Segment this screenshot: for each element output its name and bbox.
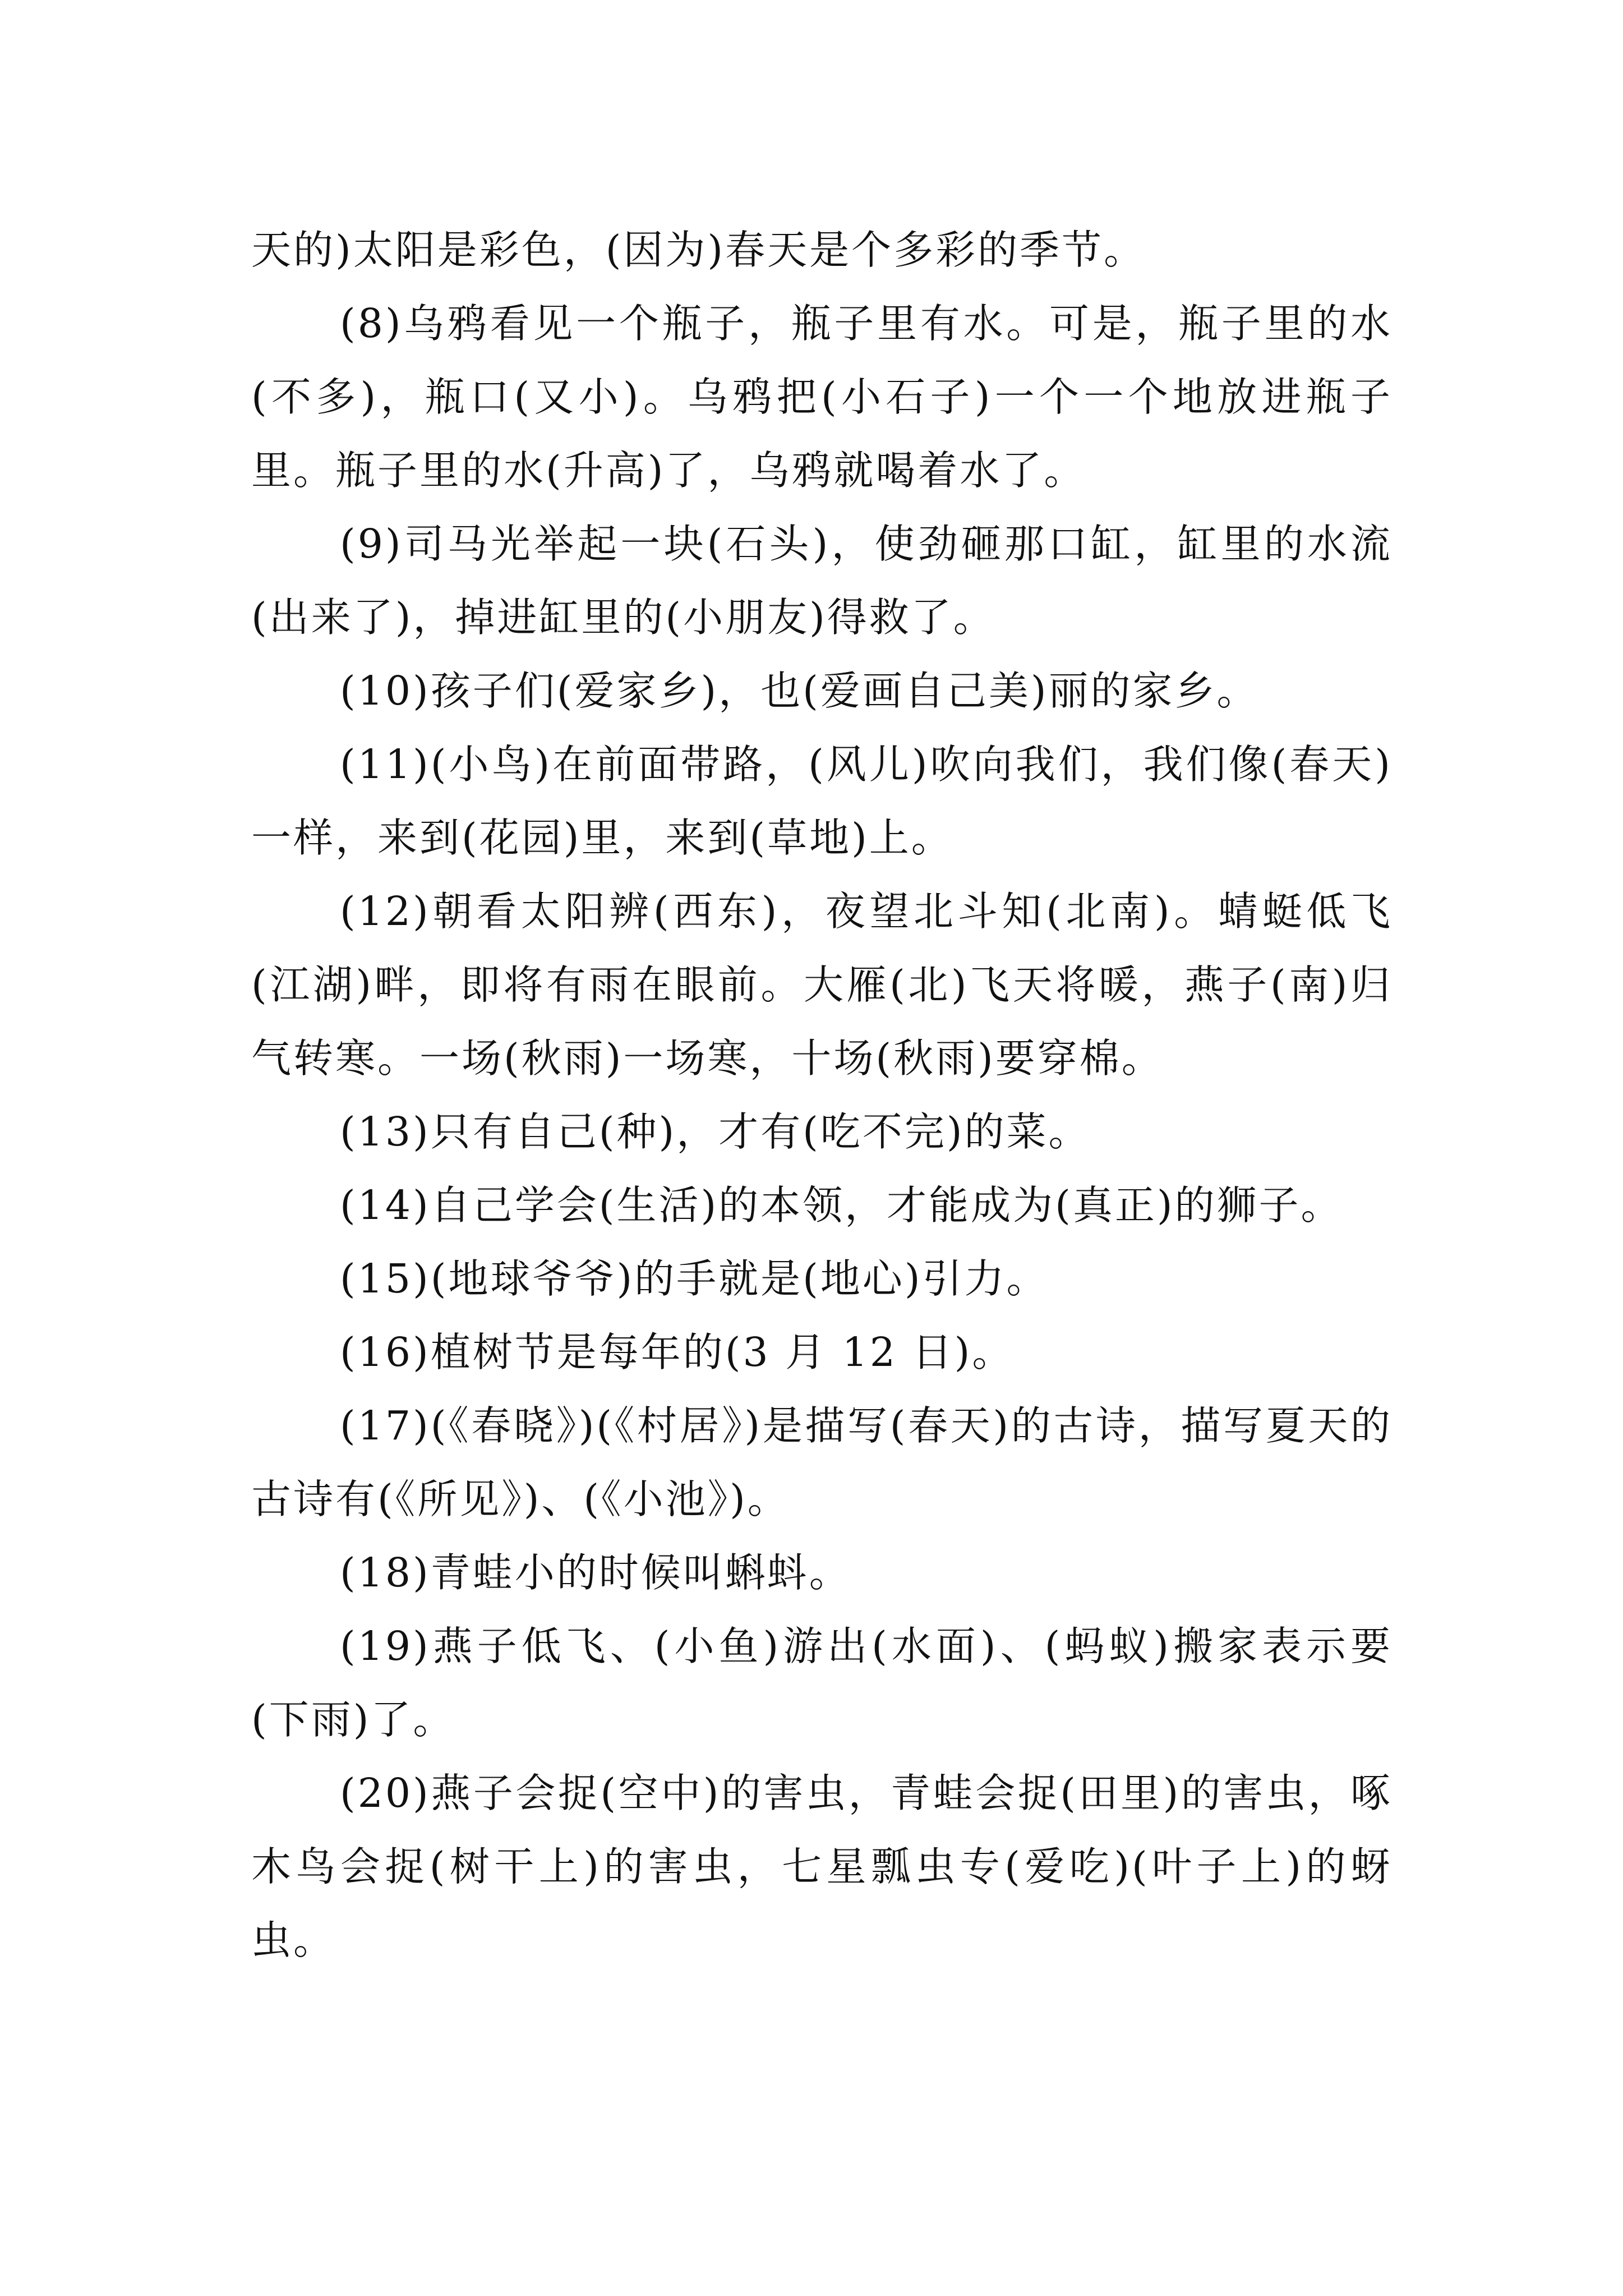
paragraph-item-9: (9)司马光举起一块(石头)，使劲砸那口缸，缸里的水流(出来了)，掉进缸里的(小朋友)得救了。 bbox=[251, 521, 1393, 641]
paragraph-item-18: (18)青蛙小的时候叫蝌蚪。 bbox=[340, 1549, 851, 1596]
paragraph-item-16: (16)植树节是每年的(3 月 12 日)。 bbox=[340, 1329, 1015, 1375]
paragraph-item-12: (12)朝看太阳辨(西东)，夜望北斗知(北南)。蜻蜓低飞(江湖)畔，即将有雨在眼前。大雁(北)飞天将暖，燕子(南)归气转寒。一场(秋雨)一场寒，十场(秋雨)要穿棉。 bbox=[251, 888, 1393, 1082]
document-page bbox=[251, 213, 1393, 1977]
paragraph-item-14: (14)自己学会(生活)的本领，才能成为(真正)的狮子。 bbox=[340, 1182, 1343, 1228]
paragraph-item-19: (19)燕子低飞、(小鱼)游出(水面)、(蚂蚁)搬家表示要(下雨)了。 bbox=[251, 1623, 1393, 1743]
paragraph-item-17: (17)(《春晓》)(《村居》)是描写(春天)的古诗，描写夏天的古诗有(《所见》)、(《小池》)。 bbox=[251, 1402, 1393, 1522]
paragraph-item-13: (13)只有自己(种)，才有(吃不完)的菜。 bbox=[340, 1108, 1091, 1155]
paragraph-item-11: (11)(小鸟)在前面带路，(风儿)吹向我们，我们像(春天)一样，来到(花园)里，来到(草地)上。 bbox=[251, 741, 1393, 861]
paragraph-item-15: (15)(地球爷爷)的手就是(地心)引力。 bbox=[340, 1255, 1049, 1302]
paragraph-item-10: (10)孩子们(爱家乡)，也(爱画自己美)丽的家乡。 bbox=[340, 668, 1259, 714]
paragraph-item-8: (8)乌鸦看见一个瓶子，瓶子里有水。可是，瓶子里的水(不多)，瓶口(又小)。乌鸦把(小石子)一个一个地放进瓶子里。瓶子里的水(升高)了，乌鸦就喝着水了。 bbox=[251, 300, 1393, 494]
paragraph-continuation: 天的)太阳是彩色，(因为)春天是个多彩的季节。 bbox=[251, 227, 1146, 273]
paragraph-item-20: (20)燕子会捉(空中)的害虫，青蛙会捉(田里)的害虫，啄木鸟会捉(树干上)的害虫，七星瓢虫专(爱吃)(叶子上)的蚜虫。 bbox=[251, 1770, 1393, 1963]
